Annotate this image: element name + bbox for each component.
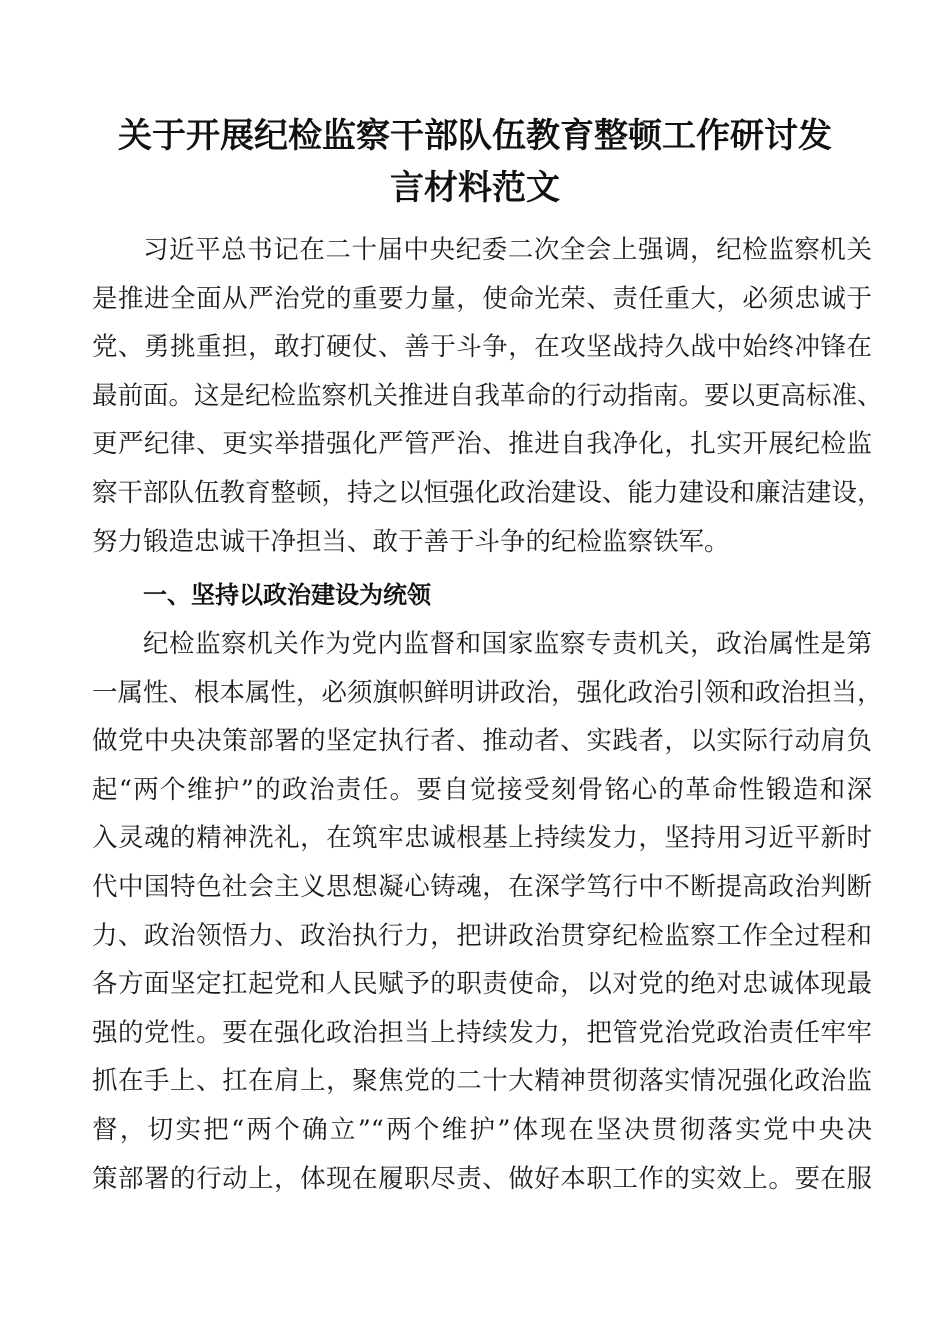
text-line: 代中国特色社会主义思想凝心铸魂，在深学笃行中不断提高政治判断 bbox=[92, 871, 872, 902]
title-line-2: 言材料范文 bbox=[390, 168, 560, 208]
text-line: 一属性、根本属性，必须旗帜鲜明讲政治，强化政治引领和政治担当， bbox=[92, 677, 883, 708]
text-line: 是推进全面从严治党的重要力量，使命光荣、责任重大，必须忠诚于 bbox=[92, 283, 872, 314]
text-line: 纪检监察机关作为党内监督和国家监察专责机关，政治属性是第 bbox=[143, 629, 872, 659]
text-line: 各方面坚定扛起党和人民赋予的职责使命，以对党的绝对忠诚体现最 bbox=[92, 969, 872, 1000]
text-line: 察干部队伍教育整顿，持之以恒强化政治建设、能力建设和廉洁建设， bbox=[92, 477, 883, 508]
section-heading: 一、坚持以政治建设为统领 bbox=[143, 581, 431, 609]
text-line: 策部署的行动上，体现在履职尽责、做好本职工作的实效上。要在服 bbox=[92, 1163, 872, 1194]
text-line: 强的党性。要在强化政治担当上持续发力，把管党治党政治责任牢牢 bbox=[92, 1017, 872, 1048]
intro-paragraph bbox=[92, 226, 883, 566]
text-line: 起“两个维护”的政治责任。要自觉接受刻骨铭心的革命性锻造和深 bbox=[92, 774, 872, 805]
text-line: 入灵魂的精神洗礼，在筑牢忠诚根基上持续发力，坚持用习近平新时 bbox=[92, 823, 872, 854]
text-line: 最前面。这是纪检监察机关推进自我革命的行动指南。要以更高标准、 bbox=[92, 380, 883, 411]
document-title bbox=[90, 110, 860, 214]
text-line: 抓在手上、扛在肩上，聚焦党的二十大精神贯彻落实情况强化政治监 bbox=[92, 1066, 872, 1097]
text-line: 习近平总书记在二十届中央纪委二次全会上强调，纪检监察机关 bbox=[143, 235, 872, 265]
text-line: 督，切实把“两个确立”“两个维护”体现在坚决贯彻落实党中央决 bbox=[92, 1114, 872, 1145]
title-line-1: 关于开展纪检监察干部队伍教育整顿工作研讨发 bbox=[118, 116, 832, 156]
text-line: 党、勇挑重担，敢打硬仗、善于斗争，在攻坚战持久战中始终冲锋在 bbox=[92, 332, 872, 363]
text-line: 努力锻造忠诚干净担当、敢于善于斗争的纪检监察铁军。 bbox=[92, 526, 730, 557]
section1-paragraph bbox=[92, 620, 883, 1203]
text-line: 做党中央决策部署的坚定执行者、推动者、实践者，以实际行动肩负 bbox=[92, 726, 872, 757]
text-line: 更严纪律、更实举措强化严管严治、推进自我净化，扎实开展纪检监 bbox=[92, 429, 872, 460]
text-line: 力、政治领悟力、政治执行力，把讲政治贯穿纪检监察工作全过程和 bbox=[92, 920, 872, 951]
